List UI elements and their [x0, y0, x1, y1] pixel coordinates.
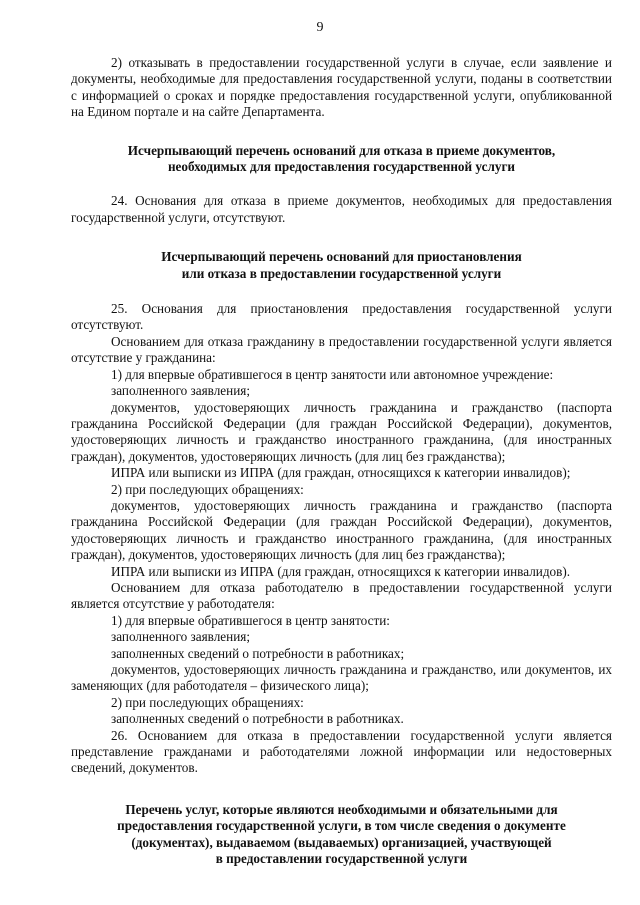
paragraph-staff-needs-2: заполненных сведений о потребности в работниках. [111, 711, 404, 727]
paragraph-ipra-2: ИПРА или выписки из ИПРА (для граждан, относящихся к категории инвалидов). [111, 563, 571, 579]
paragraph-26: 26. Основанием для отказа в предоставлении государственной услуги является представление гражданами и работодателями ложной информации или недостоверных сведений, документов. [71, 727, 612, 776]
paragraph-filled-application: заполненного заявления; [111, 383, 250, 399]
heading-line: или отказа в предоставлении государственной услуги [181, 265, 502, 281]
paragraph-identity-documents-2: документов, удостоверяющих личность гражданина и гражданство (паспорта гражданина Российской Федерации (для граждан Российской Федерации), документов, удостоверяющих личность и гражданство иностранного гражданина, (для иностранных граждан), документов, удостоверяющих личность (для лиц без гражданства); [71, 497, 612, 563]
paragraph-25: 25. Основания для приостановления предоставления государственной услуги отсутствуют. [71, 301, 612, 333]
heading-line: (документах), выдаваемом (выдаваемых) организацией, участвующей [131, 834, 552, 850]
paragraph-employer-refusal-basis: Основанием для отказа работодателю в предоставлении государственной услуги является отсутствие у работодателя: [71, 579, 612, 612]
paragraph-staff-needs: заполненных сведений о потребности в работниках; [111, 645, 405, 661]
heading-line: Исчерпывающий перечень оснований для приостановления [161, 249, 522, 265]
heading-suspension-refusal [71, 249, 612, 282]
paragraph-24: 24. Основания для отказа в приеме документов, необходимых для предоставления государственной услуги, отсутствуют. [71, 193, 612, 225]
page-number: 9 [316, 20, 324, 35]
paragraph-ipra: ИПРА или выписки из ИПРА (для граждан, относящихся к категории инвалидов); [111, 465, 571, 481]
paragraph-identity-documents: документов, удостоверяющих личность гражданина и гражданство (паспорта гражданина Российской Федерации (для граждан Российской Федерации), документов, удостоверяющих личность и гражданство иностранного гражданина, (для иностранных граждан), документов, удостоверяющих личность (для лиц без гражданства); [71, 399, 612, 464]
paragraph-citizen-refusal-basis: Основанием для отказа гражданину в предоставлении государственной услуги является отсутствие у гражданина: [71, 333, 612, 366]
heading-line: в предоставлении государственной услуги [215, 851, 468, 867]
document-body [71, 55, 612, 867]
paragraph-employer-identity: документов, удостоверяющих личность гражданина и гражданство, или документов, их заменяющих (для работодателя – физического лица); [71, 662, 612, 694]
heading-required-services [71, 802, 612, 868]
paragraph-employer-subsequent: 2) при последующих обращениях: [111, 694, 304, 710]
heading-line: Перечень услуг, которые являются необходимыми и обязательными для [125, 801, 558, 817]
heading-refusal-reception [71, 143, 612, 176]
paragraph-refusal-item-2: 2) отказывать в предоставлении государственной услуги в случае, если заявление и документы, необходимые для предоставления государственной услуги, поданы в соответствии с информацией о сроках и порядке предоставления государственной услуги, опубликованной на Едином портале и на сайте Департамента. [71, 55, 612, 120]
paragraph-employer-first-visit: 1) для впервые обратившегося в центр занятости: [111, 612, 390, 628]
heading-line: предоставления государственной услуги, в том числе сведения о документе [117, 818, 566, 834]
paragraph-filled-application-2: заполненного заявления; [111, 629, 250, 645]
heading-line: необходимых для предоставления государственной услуги [167, 159, 516, 175]
heading-line: Исчерпывающий перечень оснований для отказа в приеме документов, [127, 142, 556, 158]
paragraph-citizen-first-visit: 1) для впервые обратившегося в центр занятости или автономное учреждение: [111, 366, 554, 382]
paragraph-citizen-subsequent: 2) при последующих обращениях: [111, 481, 304, 497]
